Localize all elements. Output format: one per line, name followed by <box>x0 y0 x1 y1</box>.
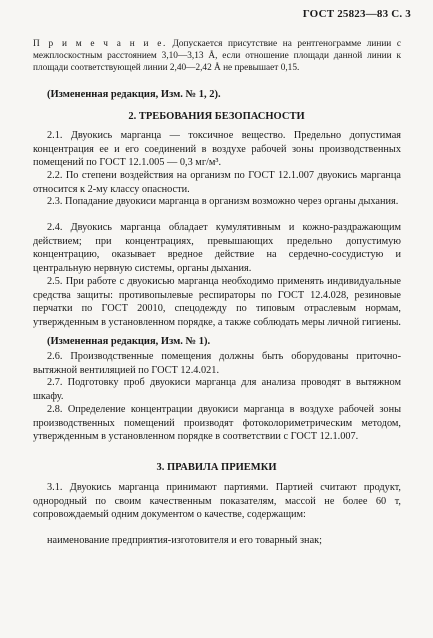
section-2-title: 2. ТРЕБОВАНИЯ БЕЗОПАСНОСТИ <box>128 111 305 122</box>
note-label: П р и м е ч а н и е. <box>33 39 167 49</box>
amendment-note-2: (Измененная редакция, Изм. № 1). <box>47 336 211 347</box>
paragraph-2-1: 2.1. Двуокись марганца — токсичное вещество. Предельно допустимая концентрация ее и его соединений в воздухе рабочей зоны производственных помещений по ГОСТ 12.1.005 — 0,3 мг/м³. <box>33 130 401 168</box>
paragraph-2-6: 2.6. Производственные помещения должны быть оборудованы приточно-вытяжной вентиляцией по ГОСТ 12.4.021. <box>33 351 401 376</box>
note-text: Допускается присутствие на рентгенограмме линии с межплоскостным расстоянием 3,10—3,13 Å, если отношение площади данной линии к площади соответствующей линии 2,40—2,42 Å не превышает 0,15. <box>33 39 402 73</box>
paragraph-2-2: 2.2. По степени воздействия на организм по ГОСТ 12.1.007 двуокись марганца относится к 2-му классу опасности. <box>33 170 401 195</box>
section-3-title: 3. ПРАВИЛА ПРИЕМКИ <box>156 462 277 473</box>
requirement-line: наименование предприятия-изготовителя и его товарный знак; <box>47 535 322 546</box>
paragraph-2-5: 2.5. При работе с двуокисью марганца необходимо применять индивидуальные средства защиты: противопылевые респираторы по ГОСТ 12.4.028, резиновые перчатки по ГОСТ 20010, спецодежду по типовым отраслевым нормам, утвержденным в установленном порядке, а также соблюдать меры личной гигиены. <box>33 276 402 328</box>
paragraph-2-3: 2.3. Попадание двуокиси марганца в организм возможно через органы дыхания. <box>47 196 399 207</box>
note-paragraph <box>33 38 401 74</box>
page-header: ГОСТ 25823—83 С. 3 <box>302 8 411 20</box>
amendment-note-1: (Измененная редакция, Изм. № 1, 2). <box>47 89 221 100</box>
paragraph-3-1: 3.1. Двуокись марганца принимают партиями. Партией считают продукт, однородный по своим качественным показателям, массой не более 60 т, сопровождаемый одним документом о качестве, содержащим: <box>33 482 401 520</box>
paragraph-2-7: 2.7. Подготовку проб двуокиси марганца для анализа проводят в вытяжном шкафу. <box>33 377 401 402</box>
paragraph-2-8: 2.8. Определение концентрации двуокиси марганца в воздухе рабочей зоны производственных помещений производят фотоколориметрическим методом, утвержденным в установленном порядке в соответствии с ГОСТ 12.1.007. <box>33 404 401 442</box>
paragraph-2-4: 2.4. Двуокись марганца обладает кумулятивным и кожно-раздражающим действием; при концентрациях, превышающих предельно допустимую концентрацию, оказывает вредное действие на сердечно-сосудистую и центральную нервную системы, органы дыхания. <box>33 222 401 274</box>
